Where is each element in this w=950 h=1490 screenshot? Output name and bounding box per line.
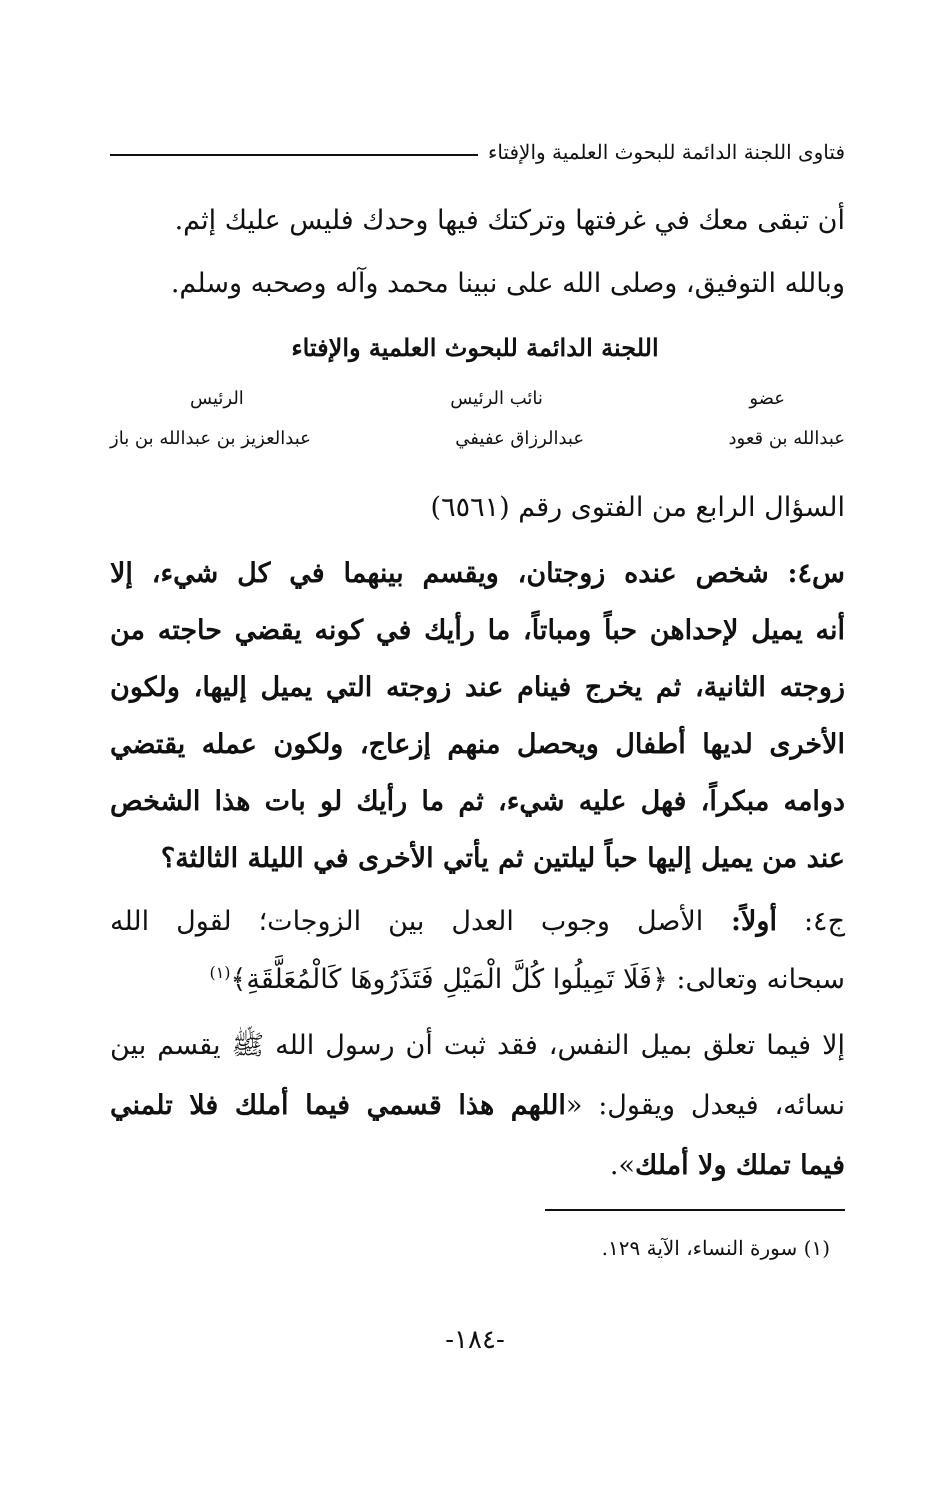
answer-first-point: أولاً: xyxy=(703,906,777,937)
question-line-2: أنه يميل لإحداهن حباً ومباتاً، ما رأيك في كونه يقضي حاجته من xyxy=(110,615,845,646)
fatwa-heading: السؤال الرابع من الفتوى رقم (٦٥٦١) xyxy=(430,492,845,523)
question-line-1: س٤: شخص عنده زوجتان، ويقسم بينهما في كل شيء، إلا xyxy=(110,558,845,589)
footnote-1: (١) سورة النساء، الآية ١٢٩. xyxy=(601,1236,830,1260)
name-president: عبدالعزيز بن عبدالله بن باز xyxy=(110,428,311,449)
role-vice-president: نائب الرئيس xyxy=(450,388,543,409)
answer-line-1-text: الأصل وجوب العدل بين الزوجات؛ لقول الله xyxy=(110,906,704,937)
name-member: عبدالله بن قعود xyxy=(728,428,845,449)
answer-line-4 xyxy=(110,1090,845,1122)
committee-title: اللجنة الدائمة للبحوث العلمية والإفتاء xyxy=(291,333,659,362)
answer-line-2-text: سبحانه وتعالى: xyxy=(667,964,845,995)
role-president: الرئيس xyxy=(190,388,244,409)
answer-label: ج٤: xyxy=(776,906,845,937)
quote-close: ». xyxy=(609,1150,635,1181)
hadith-quote-part-2: فيما تملك ولا أملك xyxy=(634,1150,845,1181)
running-header xyxy=(110,135,845,169)
answer-line-5 xyxy=(110,1150,845,1182)
quran-verse: ﴿فَلَا تَمِيلُوا كُلَّ الْمَيْلِ فَتَذَرُوهَا كَالْمُعَلَّقَةِ﴾ xyxy=(230,964,668,995)
intro-line-1: أن تبقى معك في غرفتها وتركتك فيها وحدك فليس عليك إثم. xyxy=(174,205,845,236)
footnote-marker: (١) xyxy=(209,963,231,982)
question-line-6: عند من يميل إليها حباً ليلتين ثم يأتي الأخرى في الليلة الثالثة؟ xyxy=(160,843,845,874)
running-title: فتاوى اللجنة الدائمة للبحوث العلمية والإفتاء xyxy=(487,140,845,164)
header-rule xyxy=(110,154,478,156)
page-number: -١٨٤- xyxy=(445,1325,505,1355)
name-vice-president: عبدالرزاق عفيفي xyxy=(455,428,585,449)
question-line-3: زوجته الثانية، ثم يخرج فينام عند زوجته التي يميل إليها، ولكون xyxy=(110,672,845,703)
signature-roles xyxy=(110,388,845,409)
intro-line-2: وبالله التوفيق، وصلى الله على نبينا محمد وآله وصحبه وسلم. xyxy=(170,268,845,299)
role-member: عضو xyxy=(749,388,785,409)
question-line-4: الأخرى لديها أطفال ويحصل منهم إزعاج، ولكون عمله يقتضي xyxy=(110,729,845,760)
answer-line-4-text: نسائه، فيعدل ويقول: « xyxy=(565,1090,846,1121)
answer-line-1 xyxy=(110,906,845,938)
answer-line-3: إلا فيما تعلق بميل النفس، فقد ثبت أن رسول الله ﷺ يقسم بين xyxy=(110,1030,845,1061)
footnote-rule xyxy=(545,1209,845,1211)
hadith-quote-part-1: اللهم هذا قسمي فيما أملك فلا تلمني xyxy=(110,1090,566,1121)
signature-names xyxy=(110,428,845,449)
answer-line-2 xyxy=(110,963,845,996)
question-line-5: دوامه مبكراً، فهل عليه شيء، ثم ما رأيك لو بات هذا الشخص xyxy=(110,786,845,817)
